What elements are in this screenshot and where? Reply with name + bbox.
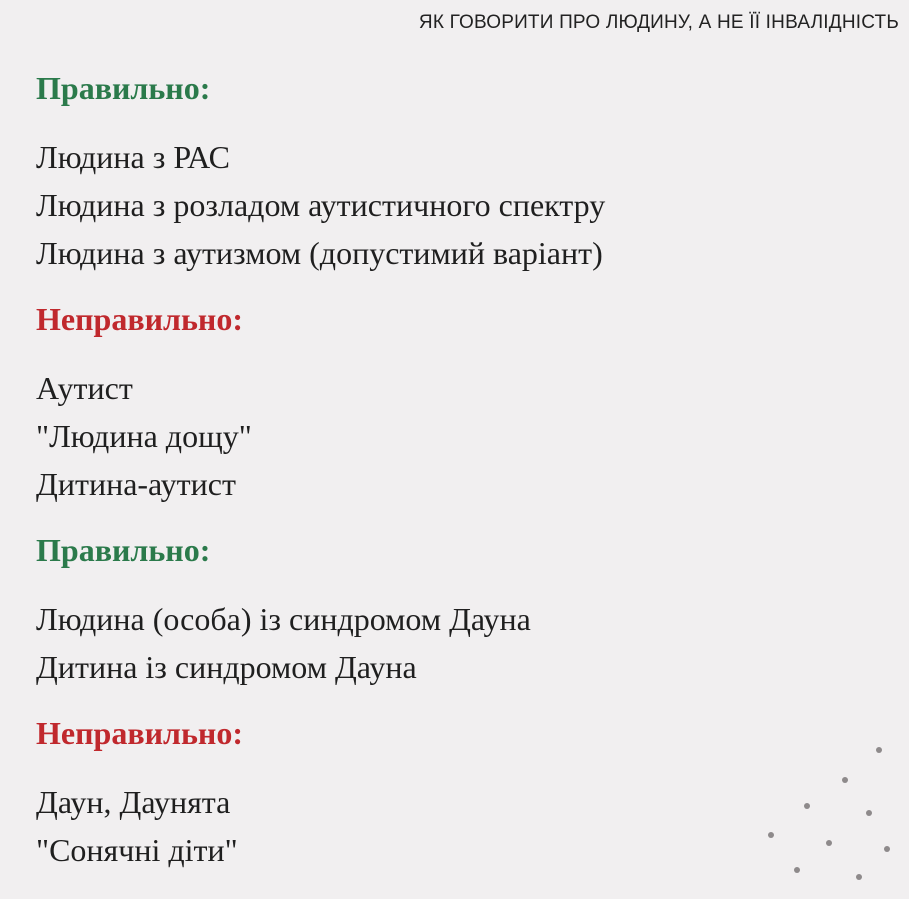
list-item: "Сонячні діти" xyxy=(36,832,238,868)
dot-decoration xyxy=(856,874,862,880)
section-correct-down-syndrome xyxy=(36,530,889,691)
list-item: Людина (особа) із синдромом Дауна xyxy=(36,601,531,637)
list-item: Даун, Даунята xyxy=(36,784,231,820)
section-correct-autism xyxy=(36,68,889,277)
incorrect-heading: Неправильно: xyxy=(36,301,244,337)
list-item: Дитина із синдромом Дауна xyxy=(36,649,417,685)
page-title: ЯК ГОВОРИТИ ПРО ЛЮДИНУ, А НЕ ЇЇ ІНВАЛІДНІСТЬ xyxy=(418,12,899,33)
guidance-content xyxy=(36,68,889,874)
list-item: Дитина-аутист xyxy=(36,466,236,502)
correct-heading: Правильно: xyxy=(36,70,211,106)
correct-heading: Правильно: xyxy=(36,532,211,568)
list-item: Аутист xyxy=(36,370,133,406)
section-incorrect-down-syndrome xyxy=(36,713,889,874)
list-item: Людина з аутизмом (допустимий варіант) xyxy=(36,235,603,271)
list-item: "Людина дощу" xyxy=(36,418,252,454)
list-item: Людина з розладом аутистичного спектру xyxy=(36,187,606,223)
incorrect-heading: Неправильно: xyxy=(36,715,244,751)
list-item: Людина з РАС xyxy=(36,139,230,175)
section-incorrect-autism xyxy=(36,299,889,508)
